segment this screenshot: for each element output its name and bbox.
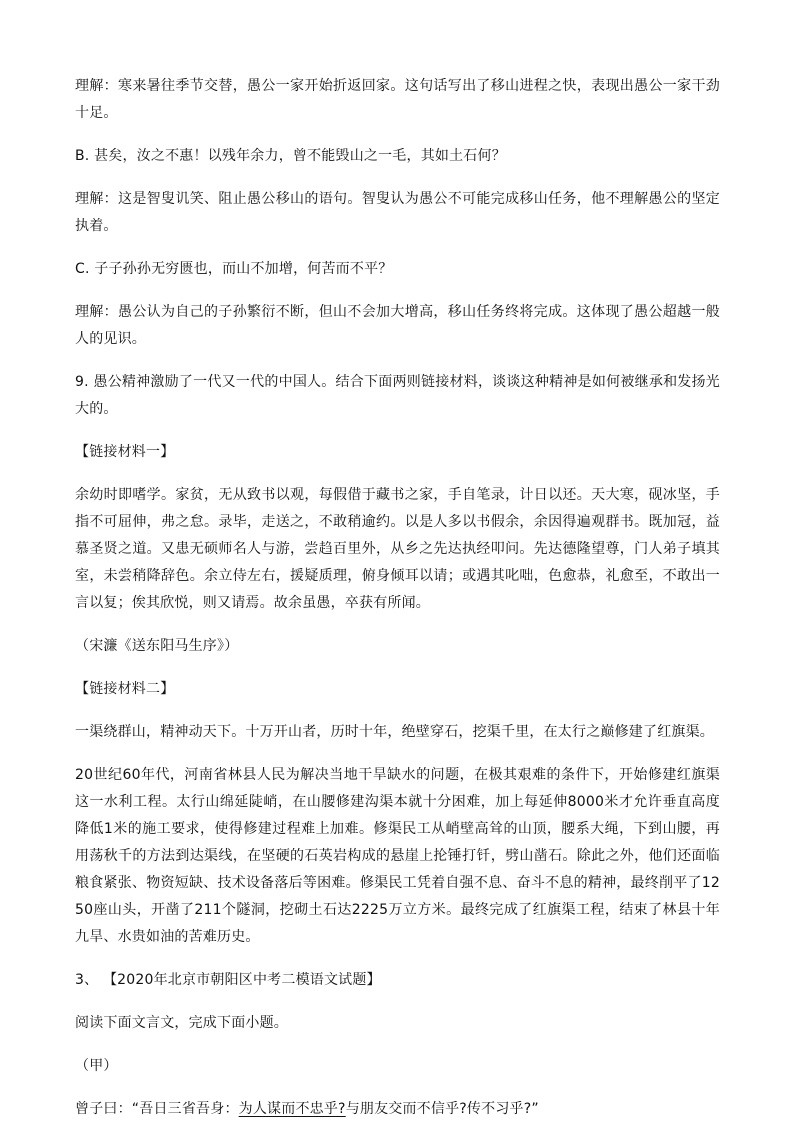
zengzi-quote [75, 1096, 720, 1123]
section-3-heading: 3、 【2020年北京市朝阳区中考二模语文试题】 [75, 972, 381, 988]
material-two-text: 20世纪60年代，河南省林县人民为解决当地干旱缺水的问题，在极其艰难的条件下，开始修建红旗渠这一水利工程。太行山绵延陡峭，在山腰修建沟渠本就十分困难，加上每延伸8000米才允许垂直高度降低1米的施工要求，使得修建过程难上加难。修渠民工从峭壁高耸的山顶，腰系大绳，下到山腰，再用荡秋千的方法到达渠线，在坚硬的石英岩构成的悬崖上抡锤打钎，劈山凿石。除此之外，他们还面临粮食紧张、物资短缺、技术设备落后等困难。修渠民工凭着自强不息、奋斗不息的精神，最终削平了1250座山头，开凿了211个隧洞，挖砌土石达2225万立方米。最终完成了红旗渠工程，结束了林县十年九旱、水贵如油的苦难历史。 [75, 767, 720, 945]
quote-suffix: 与朋友交而不信乎?传不习乎?” [345, 1101, 539, 1117]
material-two-intro: 一渠绕群山，精神动天下。十万开山者，历时十年，绝壁穿石，挖渠千里，在太行之巅修建了红旗渠。 [75, 724, 714, 740]
material-one-heading: 【链接材料一】 [75, 444, 175, 460]
option-c: C. 子子孙孙无穷匮也，而山不加增，何苦而不平？ [75, 261, 393, 277]
option-b: B. 甚矣，汝之不惠！以残年余力，曾不能毁山之一毛，其如土石何？ [75, 148, 506, 164]
paragraph-understanding-a: 理解：寒来暑往季节交替，愚公一家开始折返回家。这句话写出了移山进程之快，表现出愚公一家干劲十足。 [75, 78, 720, 121]
material-one-source: （宋濂《送东阳马生序》） [75, 638, 239, 654]
document-page [75, 73, 720, 1123]
instruction: 阅读下面文言文，完成下面小题。 [75, 1015, 288, 1031]
quote-underlined: 为人谋而不忠乎? [238, 1101, 346, 1117]
question-9: 9. 愚公精神激励了一代又一代的中国人。结合下面两则链接材料，谈谈这种精神是如何被继承和发扬光大的。 [75, 374, 720, 417]
material-two-heading: 【链接材料二】 [75, 681, 175, 697]
material-one-text: 余幼时即嗜学。家贫，无从致书以观，每假借于藏书之家，手自笔录，计日以还。天大寒，砚冰坚，手指不可屈伸，弗之怠。录毕，走送之，不敢稍逾约。以是人多以书假余，余因得遍观群书。既加冠，益慕圣贤之道。又患无硕师名人与游，尝趋百里外，从乡之先达执经叩问。先达德隆望尊，门人弟子填其室，未尝稍降辞色。余立侍左右，援疑质理，俯身倾耳以请；或遇其叱咄，色愈恭，礼愈至，不敢出一言以复；俟其欣悦，则又请焉。故余虽愚，卒获有所闻。 [75, 487, 720, 611]
quote-prefix: 曾子曰：“吾日三省吾身： [75, 1101, 239, 1117]
passage-jia-label: （甲） [75, 1058, 118, 1074]
paragraph-understanding-b: 理解：这是智叟讥笑、阻止愚公移山的语句。智叟认为愚公不可能完成移山任务，他不理解愚公的坚定执着。 [75, 191, 720, 234]
paragraph-understanding-c: 理解：愚公认为自己的子孙繁衍不断，但山不会加大增高，移山任务终将完成。这体现了愚公超越一般人的见识。 [75, 304, 720, 347]
